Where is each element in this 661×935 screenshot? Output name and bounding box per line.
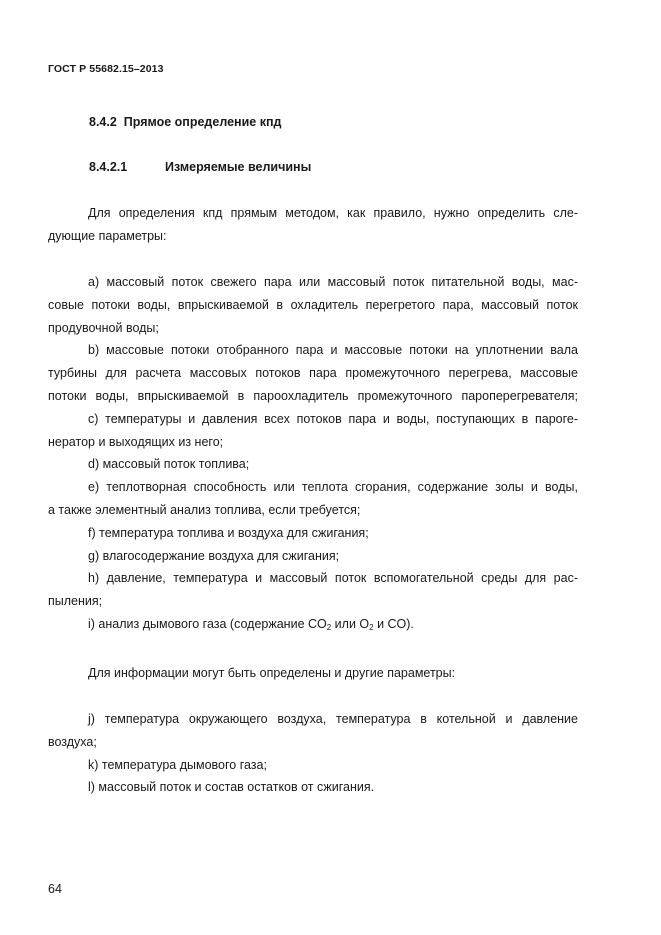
parameter-list	[48, 271, 578, 636]
text-line: дующие параметры:	[48, 228, 167, 243]
text-line: турбины для расчета массовых потоков пара промежуточного перегрева, массовые	[48, 366, 578, 381]
section-title: Прямое определение кпд	[123, 115, 282, 129]
info-paragraph	[48, 662, 578, 685]
text-line: а также элементный анализ топлива, если требуется;	[48, 502, 361, 517]
intro-paragraph	[48, 202, 578, 248]
text-line: пыления;	[48, 594, 103, 609]
list-item-e: e) теплотворная способность или теплота сгорания, содержание золы и воды,	[88, 480, 578, 495]
section-heading	[89, 115, 281, 129]
additional-parameter-list	[48, 708, 578, 799]
text-line: совые потоки воды, впрыскиваемой в охладитель перегретого пара, массовый поток	[48, 297, 578, 312]
list-item-h: h) давление, температура и массовый поток вспомогательной среды для рас-	[88, 571, 578, 586]
list-item-i: i) анализ дымового газа (содержание $CO_2$ или $O_2$ и CO).	[88, 616, 414, 632]
list-item-l: l) массовый поток и состав остатков от сжигания.	[88, 780, 375, 795]
page-number: 64	[48, 882, 62, 896]
list-item-j: j) температура окружающего воздуха, температура в котельной и давление	[88, 712, 578, 726]
list-item-b: b) массовые потоки отобранного пара и массовые потоки на уплотнении вала	[88, 343, 578, 358]
subsection-number: 8.4.2.1	[89, 160, 128, 174]
text-line: Для определения кпд прямым методом, как правило, нужно определить сле-	[88, 206, 578, 220]
subsection-title: Измеряемые величины	[165, 160, 312, 174]
text-line: Для информации могут быть определены и другие параметры:	[88, 666, 456, 680]
list-item-d: d) массовый поток топлива;	[88, 457, 250, 472]
list-item-k: k) температура дымового газа;	[88, 757, 267, 772]
text-line: продувочной воды;	[48, 320, 159, 335]
text-line: нератор и выходящих из него;	[48, 434, 224, 449]
section-number: 8.4.2	[89, 115, 117, 129]
text-line: воздуха;	[48, 734, 97, 749]
list-item-f: f) температура топлива и воздуха для сжигания;	[88, 525, 369, 540]
text-line: потоки воды, впрыскиваемой в пароохладитель промежуточного пароперегревателя;	[48, 388, 578, 403]
document-header: ГОСТ Р 55682.15–2013	[48, 63, 164, 75]
subsection-heading	[89, 160, 311, 174]
list-item-a: a) массовый поток свежего пара или массовый поток питательной воды, мас-	[88, 275, 578, 289]
list-item-g: g) влагосодержание воздуха для сжигания;	[88, 548, 340, 563]
list-item-c: c) температуры и давления всех потоков пара и воды, поступающих в парoге-	[88, 411, 578, 426]
